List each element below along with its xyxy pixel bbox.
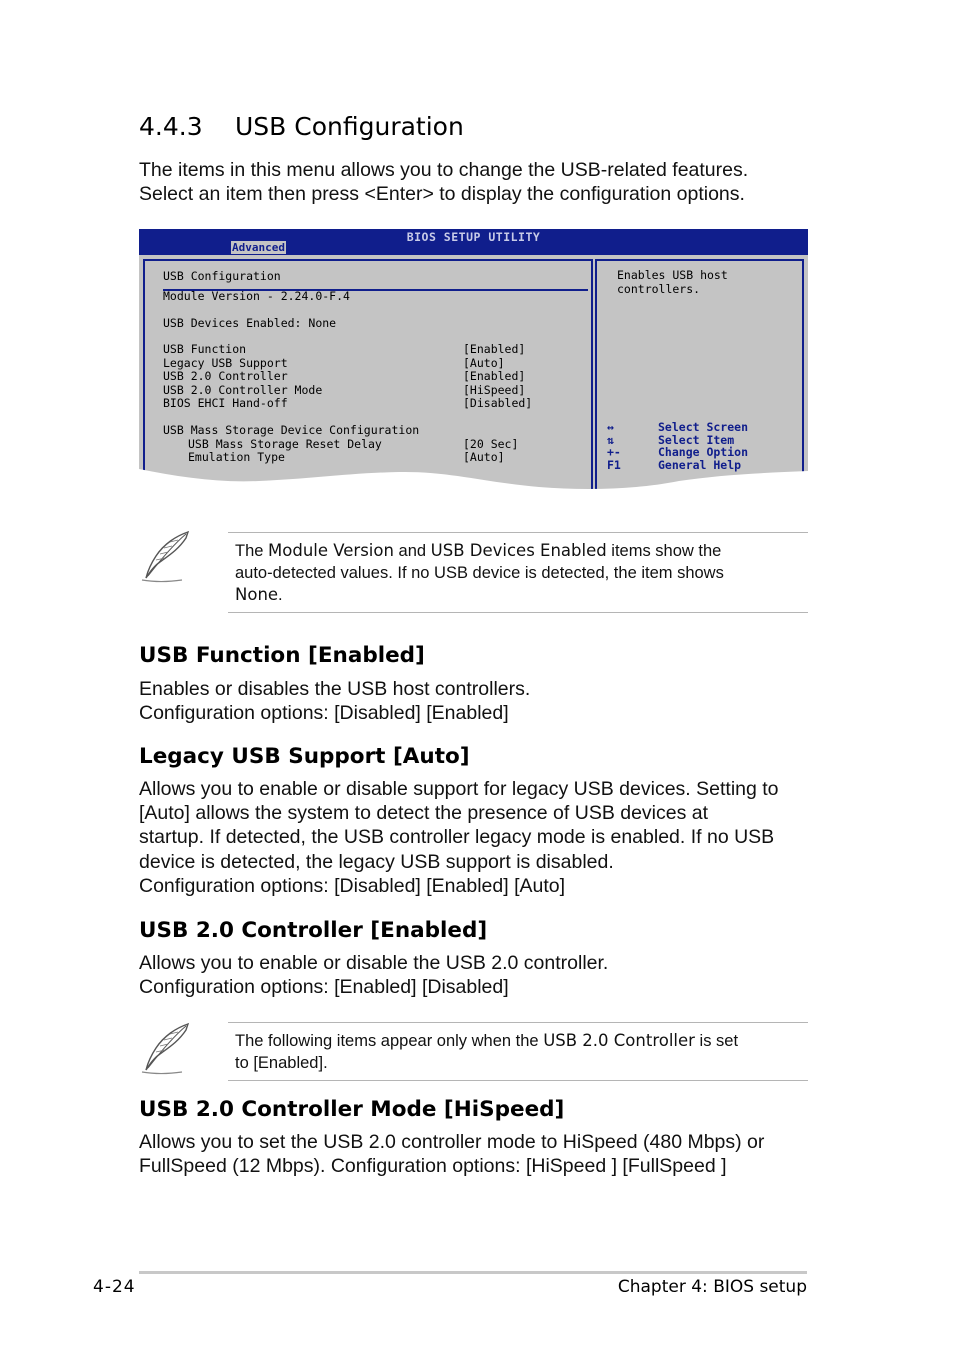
para-line: startup. If detected, the USB controller legacy mode is enabled. If no USB bbox=[139, 826, 775, 849]
bios-subitem-emulation-type-value[interactable]: [Auto] bbox=[463, 450, 505, 464]
bios-title: BIOS SETUP UTILITY bbox=[406, 230, 541, 244]
bios-module-version: Module Version - 2.24.0-F.4 bbox=[163, 289, 350, 303]
bios-subitem-emulation-type[interactable]: Emulation Type bbox=[188, 450, 285, 464]
heading-usb-function: USB Function [Enabled] bbox=[139, 643, 425, 668]
bios-screen bbox=[139, 229, 808, 497]
para-line: Allows you to set the USB 2.0 controller mode to HiSpeed (480 Mbps) or bbox=[139, 1131, 765, 1153]
para-line: device is detected, the legacy USB support is disabled. bbox=[139, 850, 614, 873]
up-down-arrow-icon: ⇅ bbox=[607, 432, 614, 447]
bios-help-line-1: Enables USB host bbox=[617, 268, 728, 282]
key-legend-action: General Help bbox=[658, 457, 742, 472]
para-usb-function bbox=[139, 677, 819, 725]
note-text-segment: is set bbox=[694, 1032, 739, 1050]
para-line: Allows you to enable or disable the USB 2.0 controller. bbox=[139, 952, 609, 974]
bios-item-usb20-mode-value[interactable]: [HiSpeed] bbox=[463, 383, 526, 397]
bios-header-bar bbox=[139, 229, 808, 255]
note-text-segment: items show the bbox=[606, 542, 722, 560]
note-text-segment: and bbox=[393, 542, 431, 560]
bios-item-usb20-controller[interactable]: USB 2.0 Controller bbox=[163, 369, 288, 383]
left-right-arrow-icon: ↔ bbox=[607, 420, 614, 434]
bios-help-text bbox=[617, 269, 797, 296]
footer-divider bbox=[139, 1271, 807, 1274]
para-line: Configuration options: [Disabled] [Enabled] [Auto] bbox=[139, 874, 566, 897]
para-usb20-controller bbox=[139, 951, 819, 999]
bios-item-ehci-handoff[interactable]: BIOS EHCI Hand-off bbox=[163, 396, 288, 410]
note-quill-icon bbox=[138, 1020, 194, 1076]
bios-help-line-2: controllers. bbox=[617, 282, 701, 296]
f1-key: F1 bbox=[607, 457, 621, 472]
note-text-segment: The bbox=[235, 542, 269, 560]
para-line: FullSpeed (12 Mbps). Configuration options: [HiSpeed ] [FullSpeed ] bbox=[139, 1155, 727, 1178]
bios-help-panel bbox=[595, 259, 804, 489]
heading-usb20-controller: USB 2.0 Controller [Enabled] bbox=[139, 918, 488, 943]
note-text-segment: The following items appear only when the bbox=[235, 1032, 544, 1050]
note-text-segment: . bbox=[278, 586, 283, 604]
bios-menu-heading: USB Configuration bbox=[163, 269, 281, 283]
bios-subitem-reset-delay[interactable]: USB Mass Storage Reset Delay bbox=[188, 437, 382, 451]
note-box-module-version bbox=[228, 532, 808, 613]
intro-line-2: Select an item then press <Enter> to display the configuration options. bbox=[139, 183, 745, 205]
note-text-segment: auto-detected values. If no USB device is detected, the item shows bbox=[235, 564, 724, 582]
bios-item-usb20-controller-value[interactable]: [Enabled] bbox=[463, 369, 526, 383]
heading-legacy-usb: Legacy USB Support [Auto] bbox=[139, 744, 470, 769]
note-term-module-version: Module Version bbox=[268, 541, 394, 560]
page-number: 4-24 bbox=[93, 1277, 136, 1297]
plus-minus-key: +- bbox=[607, 445, 621, 459]
key-legend-action: Change Option bbox=[658, 445, 749, 459]
bios-subitem-reset-delay-value[interactable]: [20 Sec] bbox=[463, 437, 519, 451]
bios-tab-advanced[interactable]: Advanced bbox=[232, 241, 285, 254]
note-term-none: None bbox=[235, 585, 279, 604]
bios-item-usb-function[interactable]: USB Function bbox=[163, 342, 247, 356]
para-line: [Auto] allows the system to detect the presence of USB devices at bbox=[139, 802, 709, 825]
note-text-segment: to [Enabled]. bbox=[235, 1054, 328, 1072]
para-line: Configuration options: [Disabled] [Enabled] bbox=[139, 702, 509, 725]
torn-edge bbox=[139, 467, 808, 497]
key-legend-action: Select Item bbox=[658, 432, 735, 447]
section-title bbox=[139, 112, 464, 141]
bios-item-usb-function-value[interactable]: [Enabled] bbox=[463, 342, 526, 356]
bios-devices-enabled: USB Devices Enabled: None bbox=[163, 316, 337, 330]
para-line: Enables or disables the USB host controllers. bbox=[139, 678, 531, 700]
intro-paragraph bbox=[139, 158, 839, 206]
note-text bbox=[235, 1030, 795, 1074]
para-legacy-usb bbox=[139, 777, 819, 898]
para-line: Configuration options: [Enabled] [Disabled] bbox=[139, 976, 509, 999]
bios-mass-storage-heading[interactable]: USB Mass Storage Device Configuration bbox=[163, 423, 420, 437]
bios-item-legacy-usb-value[interactable]: [Auto] bbox=[463, 356, 505, 370]
key-legend-action: Select Screen bbox=[658, 420, 749, 434]
para-line: Allows you to enable or disable support for legacy USB devices. Setting to bbox=[139, 778, 779, 800]
section-title-text: USB Configuration bbox=[235, 112, 464, 141]
note-quill-icon bbox=[138, 528, 194, 584]
note-box-usb20-controller bbox=[228, 1022, 808, 1081]
note-term-usb20-controller: USB 2.0 Controller bbox=[543, 1031, 695, 1050]
bios-item-legacy-usb[interactable]: Legacy USB Support bbox=[163, 356, 288, 370]
heading-usb20-mode: USB 2.0 Controller Mode [HiSpeed] bbox=[139, 1097, 565, 1122]
bios-menu-panel bbox=[143, 259, 593, 489]
intro-line-1: The items in this menu allows you to change the USB-related features. bbox=[139, 159, 749, 181]
chapter-label: Chapter 4: BIOS setup bbox=[617, 1277, 807, 1297]
bios-item-usb20-mode[interactable]: USB 2.0 Controller Mode bbox=[163, 383, 323, 397]
para-usb20-mode bbox=[139, 1130, 819, 1178]
bios-body bbox=[139, 255, 808, 497]
note-term-usb-devices-enabled: USB Devices Enabled bbox=[430, 541, 607, 560]
bios-item-ehci-handoff-value[interactable]: [Disabled] bbox=[463, 396, 533, 410]
section-number: 4.4.3 bbox=[139, 112, 203, 141]
note-text bbox=[235, 540, 795, 606]
